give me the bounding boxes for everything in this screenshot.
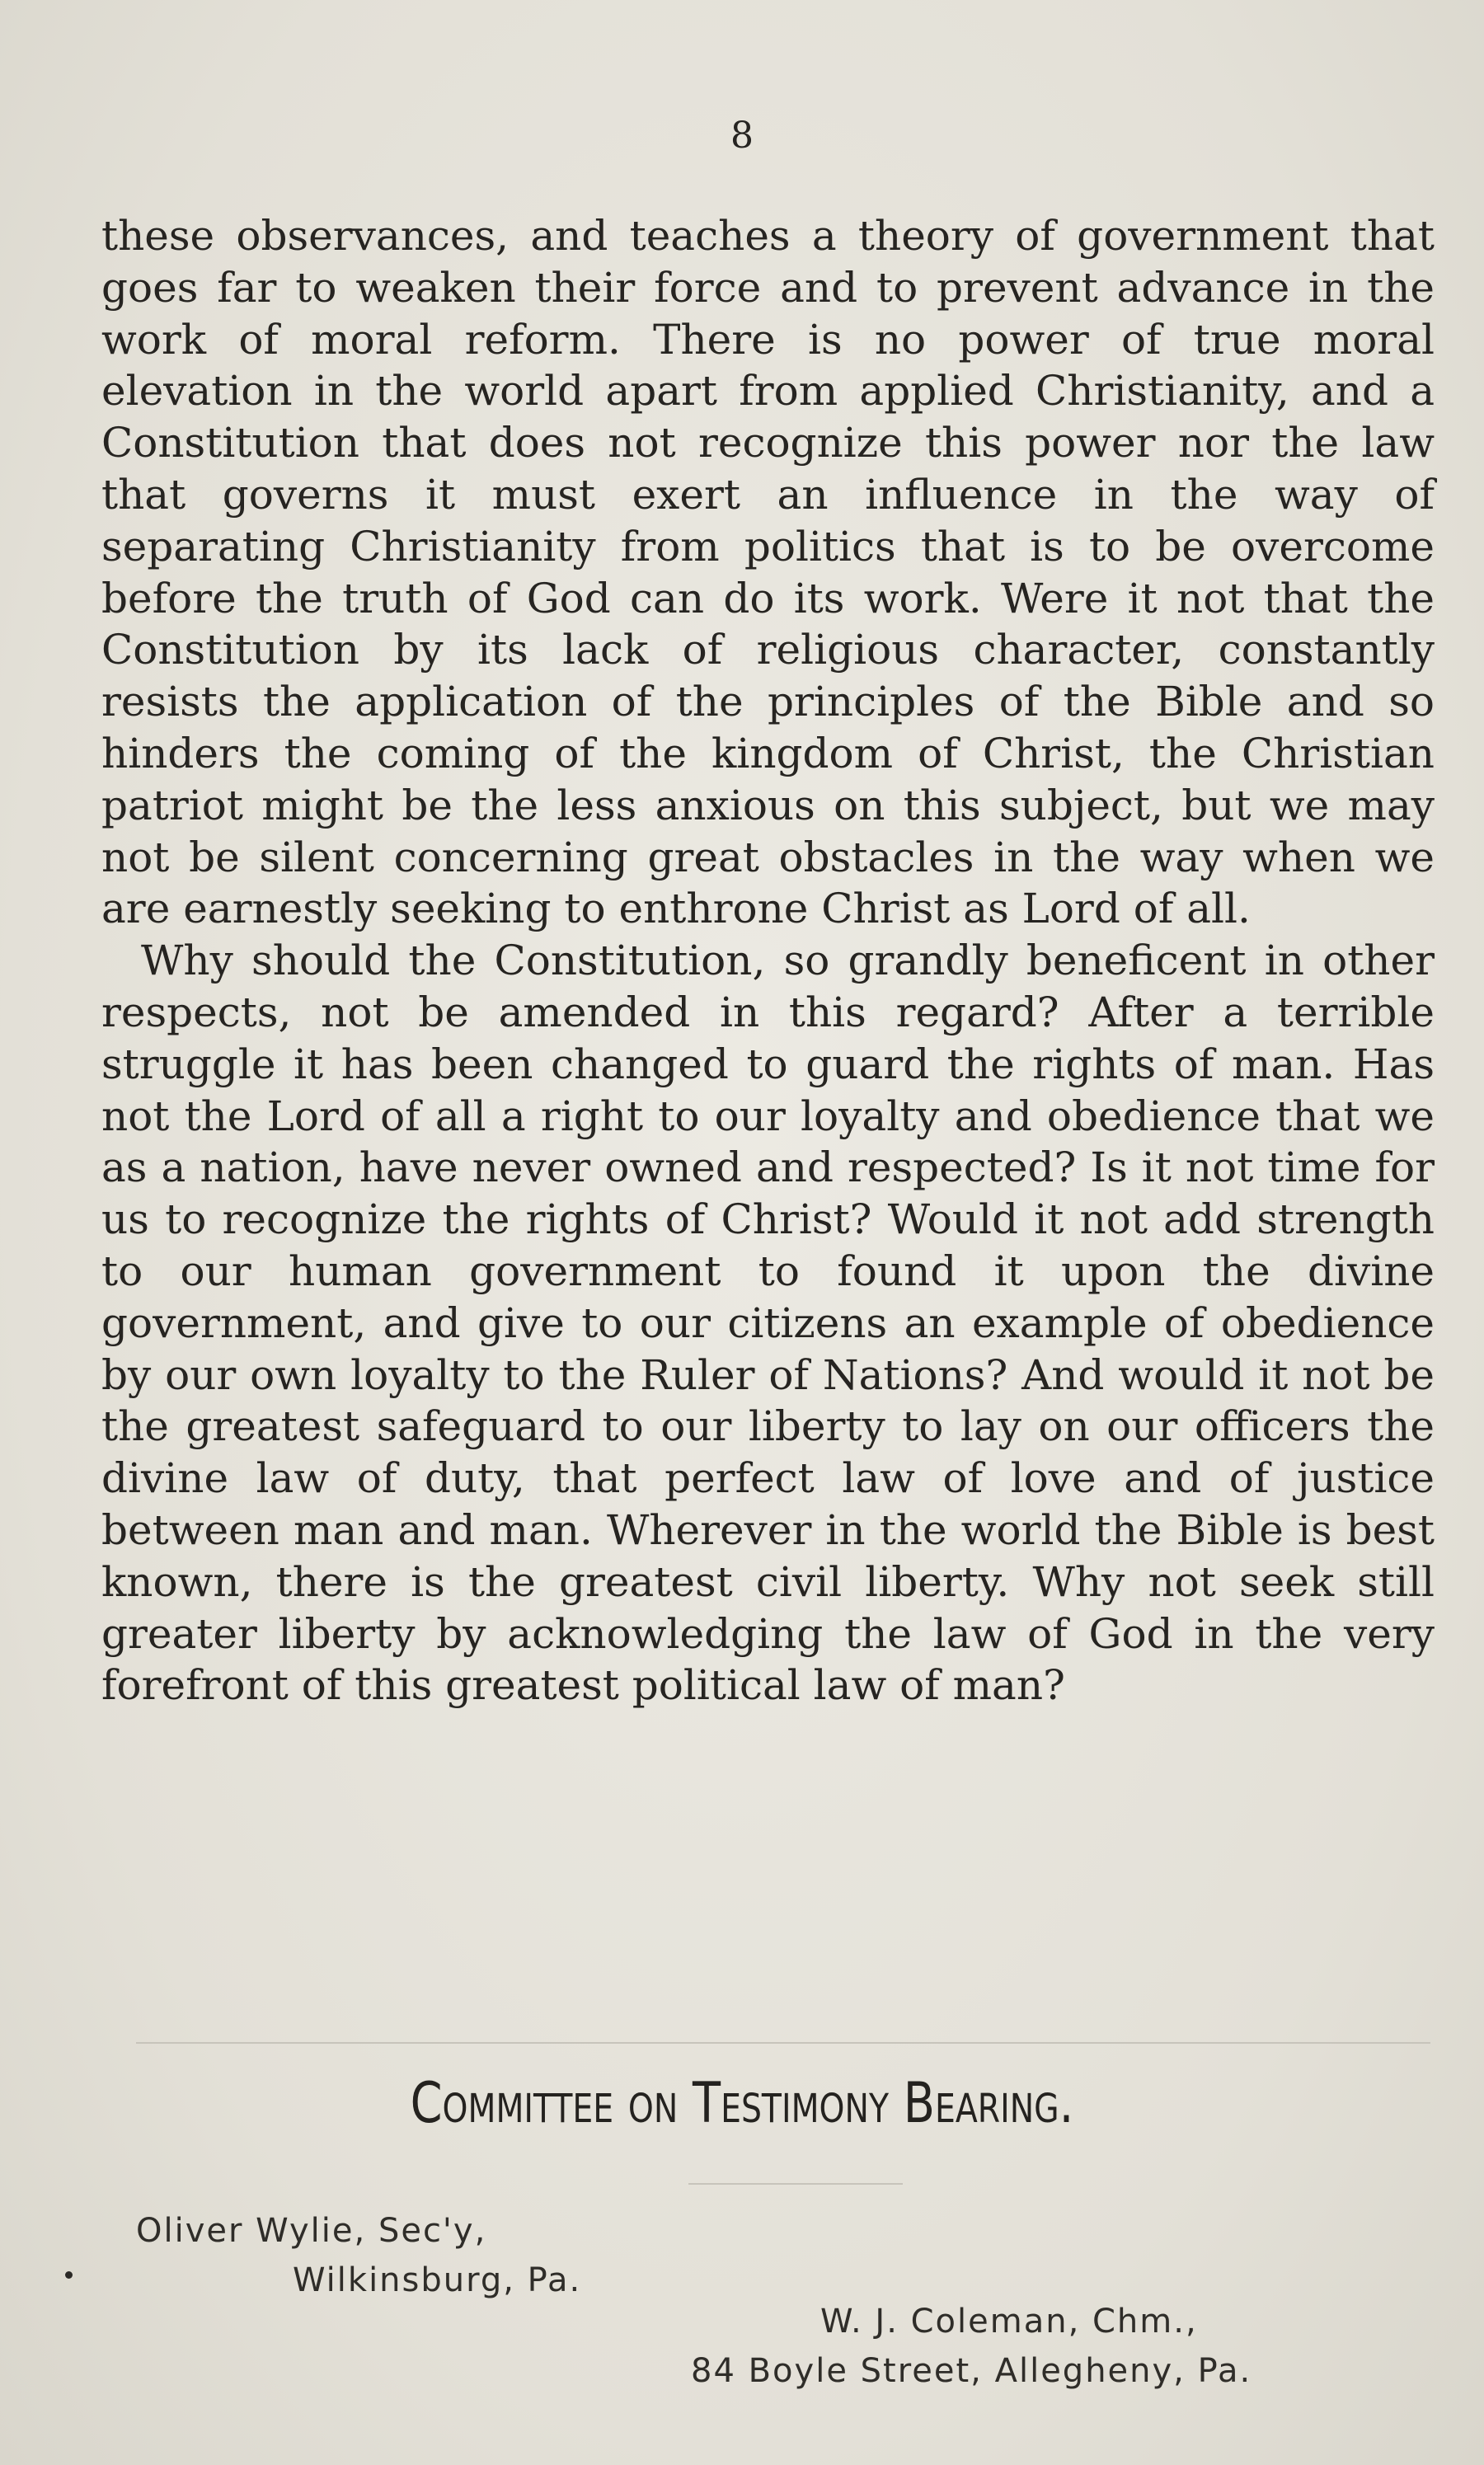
margin-dot: [65, 2271, 73, 2279]
page-number: 8: [730, 115, 754, 157]
body-text: [101, 210, 1435, 1711]
paragraph-2: Why should the Constitution, so grandly beneficent in other respects, not be amended in this regard? After a terrible struggle it has been changed to guard the rights of man. Has not the Lord of all a right to our loyalty and obedience that we as a nation, have never owned and respected? Is it not time for us to recognize the rights of Christ? Would it not add strength to our human government to found it upon the divine government, and give to our citizens an example of obedience by our own loyalty to the Ruler of Nations? And would it not be the greatest safeguard to our liberty to lay on our officers the divine law of duty, that perfect law of love and of justice between man and man. Wherever in the world the Bible is best known, there is the greatest civil liberty. Why not seek still greater liberty by acknowledging the law of God in the very forefront of this greatest political law of man?: [101, 937, 1435, 1710]
secretary-name: Oliver Wylie, Sec'y,: [136, 2212, 487, 2250]
committee-heading: Committee on Testimony Bearing.: [410, 2071, 1074, 2136]
chairman-address: 84 Boyle Street, Allegheny, Pa.: [691, 2352, 1252, 2390]
heading-underline: [688, 2183, 903, 2185]
paragraph-1: these observances, and teaches a theory of government that goes far to weaken their force and to prevent advance in the work of moral reform. There is no power of true moral elevation in the world apart from applied Christianity, and a Constitution that does not recognize this power nor the law that governs it must exert an influence in the way of separating Christianity from politics that is to be overcome before the truth of God can do its work. Were it not that the Constitution by its lack of religious character, constantly resists the application of the principles of the Bible and so hinders the coming of the kingdom of Christ, the Christian patriot might be the less anxious on this subject, but we may not be silent concerning great obstacles in the way when we are earnestly seeking to enthrone Christ as Lord of all.: [101, 212, 1435, 933]
section-divider: [136, 2042, 1430, 2044]
secretary-town: Wilkinsburg, Pa.: [293, 2261, 582, 2299]
chairman-name: W. J. Coleman, Chm.,: [820, 2303, 1198, 2341]
